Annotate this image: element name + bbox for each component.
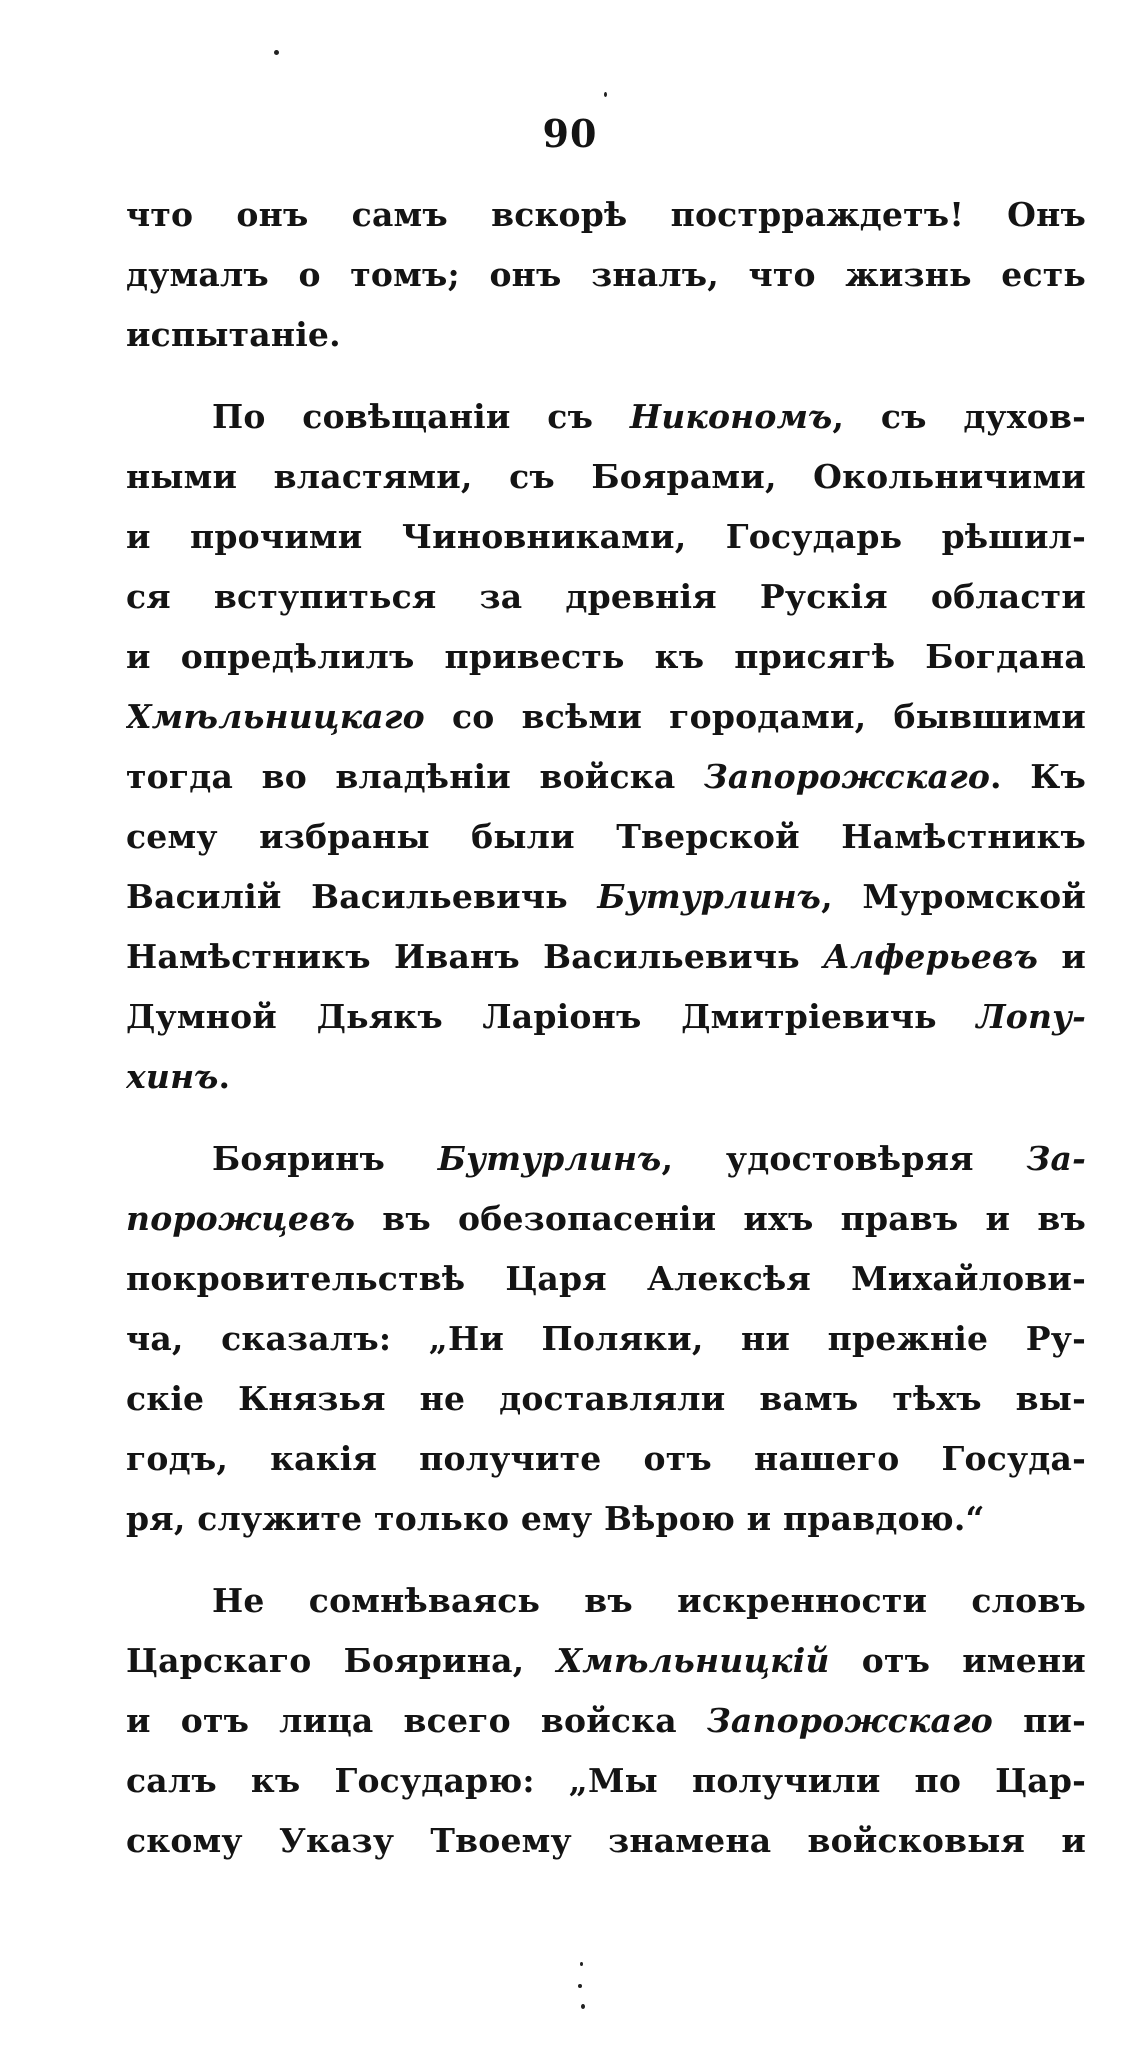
text-line: [126, 245, 1086, 305]
text-line: [126, 387, 1086, 447]
text-run: Не сомнѣваясь въ искренности словъ: [212, 1581, 1086, 1620]
text-run: салъ къ Государю: „Мы получили по Цар-: [126, 1761, 1086, 1800]
italic-name: За-: [1026, 1139, 1086, 1178]
text-run: и опредѣлилъ привесть къ присягѣ Богдана: [126, 637, 1086, 676]
text-run: .: [218, 1057, 231, 1096]
text-run: ся вступиться за древнія Рускія области: [126, 577, 1086, 616]
text-run: ча, сказалъ: „Ни Поляки, ни прежніе Ру-: [126, 1319, 1086, 1358]
text-line: [126, 1249, 1086, 1309]
italic-name: Бутурлинъ: [597, 877, 822, 916]
text-line: [126, 1751, 1086, 1811]
italic-name: Бутурлинъ: [437, 1139, 662, 1178]
text-line: [126, 1811, 1086, 1871]
text-line: [126, 1047, 1086, 1107]
text-run: ными властями, съ Боярами, Окольничими: [126, 457, 1086, 496]
text-run: скіе Князья не доставляли вамъ тѣхъ вы-: [126, 1379, 1086, 1418]
text-run: и отъ лица всего войска: [126, 1701, 707, 1740]
text-line: [126, 807, 1086, 867]
text-line: [126, 447, 1086, 507]
text-run: и прочими Чиновниками, Государь рѣшил-: [126, 517, 1086, 556]
text-line: [126, 567, 1086, 627]
italic-name: Алферьевъ: [823, 937, 1039, 976]
text-run: въ обезопасеніи ихъ правъ и въ: [355, 1199, 1086, 1238]
text-run: Василій Васильевичь: [126, 877, 598, 916]
text-run: со всѣми городами, бывшими: [424, 697, 1086, 736]
text-run: , съ духов-: [832, 397, 1086, 436]
body-text: [126, 185, 1086, 1871]
ink-speck: [581, 2004, 585, 2009]
text-line: [126, 1691, 1086, 1751]
text-line: [126, 1369, 1086, 1429]
italic-name: Никономъ: [629, 397, 833, 436]
text-run: Думной Дьякъ Ларіонъ Дмитріевичь: [126, 997, 977, 1036]
ink-speck: [274, 50, 279, 55]
italic-name: Запорожскаго: [706, 1701, 993, 1740]
text-line: [126, 867, 1086, 927]
text-run: , Муромской: [821, 877, 1086, 916]
text-line: [126, 747, 1086, 807]
text-run: испытаніе.: [126, 315, 341, 354]
italic-name: Хмѣльницкій: [556, 1641, 830, 1680]
text-run: что онъ самъ вскорѣ пострраждетъ! Онъ: [126, 195, 1086, 234]
text-line: [126, 1429, 1086, 1489]
text-run: . Къ: [990, 757, 1086, 796]
text-line: [126, 185, 1086, 245]
text-run: ря, служите только ему Вѣрою и правдою.“: [126, 1499, 985, 1538]
ink-speck: [580, 1962, 583, 1966]
ink-speck: [604, 92, 607, 97]
text-run: Бояринъ: [212, 1139, 438, 1178]
italic-name: порожцевъ: [126, 1199, 356, 1238]
text-line: [126, 1571, 1086, 1631]
text-run: пи-: [993, 1701, 1086, 1740]
text-line: [126, 1631, 1086, 1691]
text-run: тогда во владѣніи войска: [126, 757, 704, 796]
text-run: Намѣстникъ Иванъ Васильевичь: [126, 937, 824, 976]
text-run: думалъ о томъ; онъ зналъ, что жизнь есть: [126, 255, 1086, 294]
text-run: отъ имени: [829, 1641, 1086, 1680]
text-line: [126, 627, 1086, 687]
text-run: и: [1038, 937, 1086, 976]
italic-name: Запорожскаго: [703, 757, 991, 796]
text-run: По совѣщаніи съ: [212, 397, 630, 436]
text-run: скому Указу Твоему знамена войсковыя и: [126, 1821, 1086, 1860]
text-run: покровительствѣ Царя Алексѣя Михайлови-: [126, 1259, 1086, 1298]
text-line: [126, 1309, 1086, 1369]
text-line: [126, 305, 1086, 365]
text-run: годъ, какія получите отъ нашего Госуда-: [126, 1439, 1086, 1478]
ink-speck: [578, 1984, 582, 1988]
text-run: , удостовѣряя: [661, 1139, 1027, 1178]
page-number: 90: [542, 111, 598, 156]
text-line: [126, 1129, 1086, 1189]
text-run: сему избраны были Тверской Намѣстникъ: [126, 817, 1086, 856]
italic-name: Хмѣльницкаго: [126, 697, 425, 736]
text-line: [126, 987, 1086, 1047]
text-line: [126, 507, 1086, 567]
text-line: [126, 1489, 1086, 1549]
text-line: [126, 687, 1086, 747]
text-line: [126, 1189, 1086, 1249]
italic-name: Лопу-: [976, 997, 1086, 1036]
text-line: [126, 927, 1086, 987]
italic-name: хинъ: [126, 1057, 219, 1096]
text-run: Царскаго Боярина,: [126, 1641, 557, 1680]
